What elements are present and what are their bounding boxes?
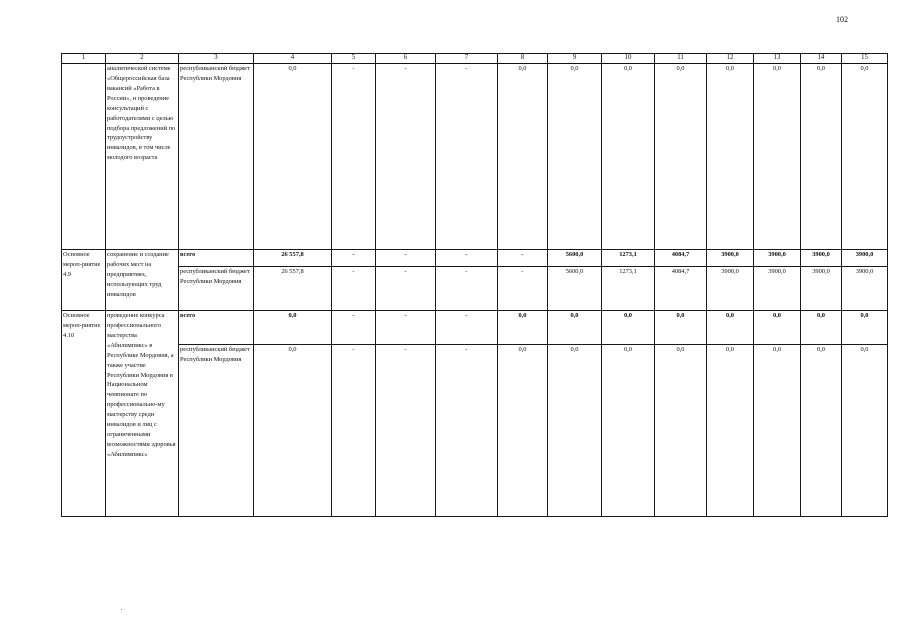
value-cell: - [498,267,548,311]
header-cell: 8 [498,54,548,64]
value-cell: - [376,267,436,311]
header-cell: 1 [62,54,106,64]
value-cell: 0,0 [602,64,655,250]
value-cell: 0,0 [655,345,707,517]
value-cell: 0,0 [548,345,602,517]
header-cell: 7 [436,54,498,64]
value-cell: - [332,267,376,311]
value-cell: - [332,250,376,267]
value-cell: 0,0 [655,64,707,250]
measure-cell [62,64,106,250]
value-cell: 1273,1 [602,250,655,267]
value-cell: 0,0 [254,311,332,345]
header-cell: 3 [179,54,254,64]
measure-description: проведение конкурса профессионального мастерства «Абилимпикс» в Республике Мордовия, а также участие Республики Мордовия в Национальном чемпионате по профессионально-му мастерству среди инвалидов и лиц с ограниченными возможностями здоровья «Абилимпикс» [106,311,179,517]
value-cell: 0,0 [801,64,842,250]
value-cell: 3900,0 [707,250,754,267]
header-cell: 14 [801,54,842,64]
value-cell: - [332,311,376,345]
value-cell: 4084,7 [655,267,707,311]
value-cell: 5600,0 [548,267,602,311]
measure-description: сохранение и создание рабочих мест на предприятиях, использующих труд инвалидов [106,250,179,311]
value-cell: 4084,7 [655,250,707,267]
value-cell: 3900,0 [842,267,888,311]
header-cell: 10 [602,54,655,64]
measure-number: Основное мероп-риятие 4.9 [62,250,106,311]
value-cell: 0,0 [254,64,332,250]
header-cell: 12 [707,54,754,64]
funding-total-label: всего [179,250,254,267]
funding-source: республиканский бюджет Республики Мордовия [179,64,254,250]
value-cell: 0,0 [602,345,655,517]
value-cell: - [498,250,548,267]
value-cell: 0,0 [801,345,842,517]
value-cell: - [436,345,498,517]
value-cell: 5600,0 [548,250,602,267]
value-cell: - [376,345,436,517]
value-cell: 0,0 [801,311,842,345]
page-number: 102 [836,15,848,24]
value-cell: - [436,250,498,267]
budget-table [61,53,888,517]
table-row [62,311,888,345]
value-cell: - [436,64,498,250]
value-cell: 0,0 [707,311,754,345]
value-cell: 0,0 [754,311,801,345]
header-cell: 6 [376,54,436,64]
value-cell: 26 557,8 [254,250,332,267]
value-cell: 0,0 [254,345,332,517]
value-cell: 0,0 [655,311,707,345]
value-cell: 0,0 [842,311,888,345]
header-cell: 5 [332,54,376,64]
header-cell: 11 [655,54,707,64]
value-cell: 0,0 [707,345,754,517]
value-cell: 0,0 [707,64,754,250]
column-number-row [62,54,888,64]
value-cell: - [376,250,436,267]
value-cell: 0,0 [842,345,888,517]
header-cell: 9 [548,54,602,64]
value-cell: - [436,267,498,311]
value-cell: 3900,0 [842,250,888,267]
measure-description: аналитической системе «Общероссийская база вакансий «Работа в России», и проведение консультаций с работодателями с целью подбора предложений по трудоустройству инвалидов, в том числе молодого возраста [106,64,179,250]
value-cell: 0,0 [498,311,548,345]
value-cell: 0,0 [842,64,888,250]
value-cell: 3900,0 [801,250,842,267]
value-cell: 1273,1 [602,267,655,311]
value-cell: 0,0 [754,64,801,250]
value-cell: 0,0 [602,311,655,345]
value-cell: 3900,0 [801,267,842,311]
header-cell: 13 [754,54,801,64]
header-cell: 4 [254,54,332,64]
header-cell: 2 [106,54,179,64]
value-cell: - [376,311,436,345]
value-cell: 3900,0 [754,250,801,267]
table-row [62,345,888,517]
funding-source: республиканский бюджет Республики Мордовия [179,267,254,311]
value-cell: 3900,0 [707,267,754,311]
value-cell: 0,0 [498,345,548,517]
table-row [62,267,888,311]
value-cell: 0,0 [498,64,548,250]
funding-total-label: всего [179,311,254,345]
value-cell: - [436,311,498,345]
value-cell: - [332,64,376,250]
table-row [62,250,888,267]
scan-speck [121,609,122,610]
value-cell: 0,0 [548,64,602,250]
header-cell: 15 [842,54,888,64]
value-cell: - [332,345,376,517]
value-cell: 0,0 [548,311,602,345]
value-cell: 3900,0 [754,267,801,311]
value-cell: - [376,64,436,250]
value-cell: 0,0 [754,345,801,517]
measure-number: Основное мероп-риятие 4.10 [62,311,106,517]
table-row [62,64,888,250]
value-cell: 26 557,8 [254,267,332,311]
funding-source: республиканский бюджет Республики Мордовия [179,345,254,517]
